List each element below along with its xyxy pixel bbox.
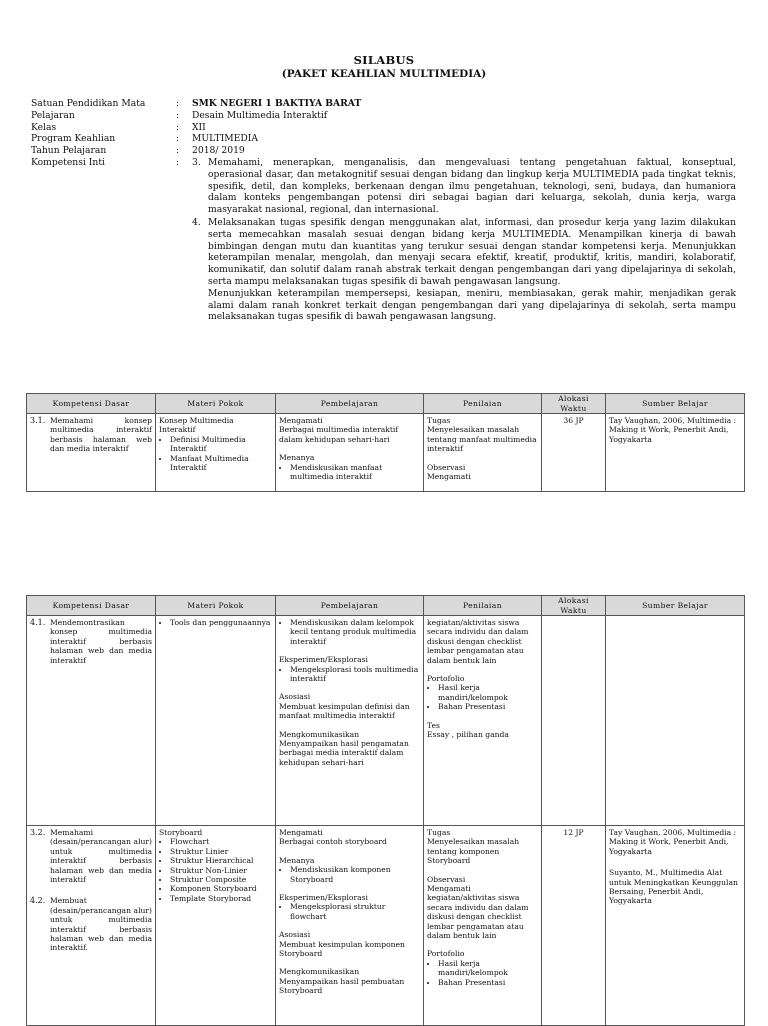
penilaian-text: Essay , pilihan ganda: [427, 730, 509, 740]
kompetensi-inti-list: [192, 157, 736, 324]
penilaian-label: Tugas: [427, 416, 451, 425]
kd-text: Mendemontrasikan konsep multimedia interaktif berbasis halaman web dan media interaktif: [50, 618, 152, 665]
pembelajaran-label: Asosiasi: [279, 930, 311, 940]
list-item: • Flowchart: [170, 837, 272, 846]
materi-list: [159, 837, 272, 903]
ki-paragraph: Memahami, menerapkan, menganalisis, dan mengevaluasi tentang pengetahuan faktual, konseptual, operasional dasar, dan metakognitif sesuai dengan bidang dan lingkup kerja MULTIMEDIA pada tingkat teknis, spesifik, detil, dan kompleks, berkenaan dengan ilmu pengetahuan, teknologi, seni, budaya, dan humaniora dalam konteks pengembangan potensi diri sebagai bagian dari keluarga, sekolah, dunia kerja, warga masyarakat nasional, regional, dan internasional.: [208, 156, 736, 216]
list-item: • Hasil kerja mandiri/kelompok: [438, 959, 538, 978]
header-pembelajaran: Pembelajaran: [276, 596, 424, 616]
penilaian-text: kegiatan/aktivitas siswa secara individu dan dalam diskusi dengan checklist lembar pengamatan atau dalam bentuk lain: [427, 618, 529, 665]
header-sumber-belajar: Sumber Belajar: [606, 596, 745, 616]
info-value-class: XII: [192, 121, 206, 133]
list-item: • Mendiskusikan dalam kelompok kecil tentang produk multimedia interaktif: [290, 618, 420, 646]
list-item: • Komponen Storyboard: [170, 884, 272, 893]
cell-materi-pokok: [156, 616, 276, 826]
info-colon: :: [176, 156, 180, 168]
list-item: • Mengeksplorasi tools multimedia interaktif: [290, 665, 420, 684]
penilaian-label: Portofolio: [427, 674, 465, 684]
info-colon: :: [176, 133, 180, 145]
pembelajaran-label: Eksperimen/Eksplorasi: [279, 893, 368, 903]
materi-list: [159, 618, 272, 627]
header-materi-pokok: Materi Pokok: [156, 596, 276, 616]
header-pembelajaran: Pembelajaran: [276, 394, 424, 414]
pembelajaran-text: Menyampaikan hasil pembuatan Storyboard: [279, 976, 405, 996]
table-row: [27, 616, 745, 826]
info-row-kompetensi-inti: [31, 157, 736, 324]
cell-penilaian: [424, 414, 542, 492]
materi-list: [159, 435, 272, 473]
kd-text: Memahami (desain/perancangan alur) untuk multimedia interaktif berbasis halaman web dan media interaktif: [50, 828, 152, 885]
cell-alokasi-waktu: [542, 616, 606, 826]
penilaian-text: Mengamati kegiatan/aktivitas siswa secara individu dan dalam diskusi dengan checklist lembar pengamatan atau dalam bentuk lain: [427, 884, 529, 941]
header-alokasi-waktu: Alokasi Waktu: [542, 394, 606, 414]
cell-kompetensi-dasar: [27, 616, 156, 826]
info-row-tahun: [31, 145, 736, 157]
list-item: • Struktur Non-Linier: [170, 866, 272, 875]
sumber-text: Suyanto, M., Multimedia Alat untuk Meningkatkan Keunggulan Bersaing, Penerbit Andi, Yogyakarta: [609, 868, 738, 906]
pembelajaran-label: Asosiasi: [279, 692, 311, 702]
sumber-text: Tay Vaughan, 2006, Multimedia : Making it Work, Penerbit Andi, Yogyakarta: [609, 828, 737, 856]
page-subtitle: (PAKET KEAHLIAN MULTIMEDIA): [281, 68, 487, 80]
ki-number: 3.: [192, 156, 201, 168]
list-item: • Template Storyborad: [170, 894, 272, 903]
cell-sumber-belajar: [606, 826, 745, 1026]
penilaian-text: Menyelesaikan masalah tentang manfaat multimedia interaktif: [427, 425, 537, 454]
list-item: • Mengeksplorasi struktur flowchart: [290, 902, 420, 921]
penilaian-label: Observasi: [427, 874, 466, 884]
materi-title: Storyboard: [159, 828, 203, 837]
info-colon: :: [176, 109, 180, 121]
info-label: Program Keahlian: [31, 133, 116, 145]
materi-title: Konsep Multimedia Interaktif: [159, 416, 234, 435]
pembelajaran-label: Mengkomunikasikan: [279, 729, 360, 739]
ki-paragraph: Menunjukkan keterampilan mempersepsi, kesiapan, meniru, membiasakan, gerak mahir, menjadikan gerak alami dalam ranah konkret terkait dengan pengembangan dari yang dipelajarinya di sekolah, serta mampu melaksanakan tugas spesifik di bawah pengawasan langsung.: [208, 287, 736, 323]
table-row: [27, 414, 745, 492]
cell-alokasi-waktu: 12 JP: [542, 826, 606, 1026]
cell-penilaian: [424, 616, 542, 826]
info-label: Tahun Pelajaran: [31, 145, 107, 157]
cell-pembelajaran: [276, 414, 424, 492]
cell-sumber-belajar: Tay Vaughan, 2006, Multimedia : Making it Work, Penerbit Andi, Yogyakarta: [606, 414, 745, 492]
pembelajaran-text: Membuat kesimpulan definisi dan manfaat multimedia interaktif: [279, 701, 410, 721]
cell-alokasi-waktu: 36 JP: [542, 414, 606, 492]
info-value-subject: Desain Multimedia Interaktif: [192, 109, 328, 121]
list-item: • Tools dan penggunaannya: [170, 618, 272, 627]
header-penilaian: Penilaian: [424, 394, 542, 414]
list-item: • Hasil kerja mandiri/kelompok: [438, 683, 538, 702]
info-row-program: [31, 133, 736, 145]
cell-materi-pokok: [156, 414, 276, 492]
cell-kompetensi-dasar: [27, 414, 156, 492]
penilaian-label: Tugas: [427, 828, 451, 837]
info-label: Kelas: [31, 121, 57, 133]
table-header-row: [27, 394, 745, 414]
list-item: • Bahan Presentasi: [438, 978, 538, 987]
page-title: SILABUS: [353, 53, 415, 67]
header-sumber-belajar: Sumber Belajar: [606, 394, 745, 414]
list-item: • Mendiskusikan komponen Storyboard: [290, 865, 420, 884]
info-block: [31, 98, 736, 324]
penilaian-text: Menyelesaikan masalah tentang komponen Storyboard: [427, 837, 520, 866]
kompetensi-inti-item: [192, 157, 736, 216]
info-row-kelas: [31, 122, 736, 134]
header-alokasi-waktu: Alokasi Waktu: [542, 596, 606, 616]
cell-kompetensi-dasar: [27, 826, 156, 1026]
pembelajaran-label: Mengamati: [279, 828, 323, 837]
list-item: • Bahan Presentasi: [438, 702, 538, 711]
penilaian-label: Observasi: [427, 462, 466, 472]
ki-paragraph: Melaksanakan tugas spesifik dengan menggunakan alat, informasi, dan prosedur kerja yang lazim dilakukan serta memecahkan masalah sesuai dengan bidang kerja MULTIMEDIA. Menampilkan kinerja di bawah bimbingan dengan mutu dan kuantitas yang terukur sesuai dengan standar kompetensi kerja. Menunjukkan keterampilan menalar, mengolah, dan menyaji secara efektif, kreatif, produktif, kritis, mandiri, kolaboratif, komunikatif, dan solutif dalam ranah abstrak terkait dengan pengembangan dari yang dipelajarinya di sekolah, serta mampu melaksanakan tugas spesifik di bawah pengawasan langsung.: [208, 216, 736, 287]
list-item: • Struktur Hierarchical: [170, 856, 272, 865]
info-value-year: 2018/ 2019: [192, 145, 245, 157]
kd-text: Membuat (desain/perancangan alur) untuk multimedia interaktif berbasis halaman web dan media interaktif.: [50, 896, 152, 953]
penilaian-label: Portofolio: [427, 949, 465, 959]
pembelajaran-label: Mengkomunikasikan: [279, 967, 360, 977]
info-row-satuan: [31, 98, 736, 110]
kd-number: 4.2.: [30, 896, 46, 906]
penilaian-text: Mengamati: [427, 472, 471, 482]
info-label: Satuan Pendidikan Mata: [31, 98, 146, 109]
kd-number: 3.2.: [30, 828, 46, 837]
cell-pembelajaran: [276, 616, 424, 826]
info-value-program: MULTIMEDIA: [192, 133, 259, 145]
info-label: Kompetensi Inti: [31, 156, 105, 168]
kd-number: 3.1.: [30, 416, 46, 425]
info-colon: :: [176, 98, 180, 109]
pembelajaran-label: Eksperimen/Eksplorasi: [279, 655, 368, 665]
kd-text: Memahami konsep multimedia interaktif berbasis halaman web dan media interaktif: [50, 416, 152, 454]
header-materi-pokok: Materi Pokok: [156, 394, 276, 414]
cell-sumber-belajar: [606, 616, 745, 826]
cell-penilaian: [424, 826, 542, 1026]
header-penilaian: Penilaian: [424, 596, 542, 616]
pembelajaran-label: Menanya: [279, 855, 315, 865]
syllabus-table-2: [26, 595, 745, 1026]
table-header-row: [27, 596, 745, 616]
ki-number: 4.: [192, 216, 201, 228]
pembelajaran-text: Berbagai contoh storyboard: [279, 837, 387, 847]
pembelajaran-text: Menyampaikan hasil pengamatan berbagai media interaktif dalam kehidupan sehari-hari: [279, 739, 409, 767]
kd-number: 4.1.: [30, 618, 46, 627]
info-value-school: SMK NEGERI 1 BAKTIYA BARAT: [192, 98, 362, 109]
list-item: • Manfaat Multimedia Interaktif: [170, 454, 272, 473]
info-label: Pelajaran: [31, 109, 75, 121]
table-row: [27, 826, 745, 1026]
syllabus-table-1: [26, 393, 745, 492]
list-item: • Mendiskusikan manfaat multimedia interaktif: [290, 463, 420, 482]
info-row-pelajaran: [31, 110, 736, 122]
pembelajaran-label: Mengamati: [279, 416, 323, 425]
pembelajaran-text: Membuat kesimpulan komponen Storyboard: [279, 939, 405, 959]
header-kompetensi-dasar: Kompetensi Dasar: [27, 596, 156, 616]
pembelajaran-text: Berbagai multimedia interaktif dalam kehidupan sehari-hari: [279, 425, 399, 444]
list-item: • Struktur Composite: [170, 875, 272, 884]
info-colon: :: [176, 145, 180, 157]
cell-materi-pokok: [156, 826, 276, 1026]
list-item: • Struktur Linier: [170, 847, 272, 856]
list-item: • Definisi Multimedia Interaktif: [170, 435, 272, 454]
cell-pembelajaran: [276, 826, 424, 1026]
pembelajaran-label: Menanya: [279, 453, 315, 463]
header-kompetensi-dasar: Kompetensi Dasar: [27, 394, 156, 414]
kompetensi-inti-item: [192, 217, 736, 323]
penilaian-label: Tes: [427, 720, 440, 730]
info-colon: :: [176, 121, 180, 133]
